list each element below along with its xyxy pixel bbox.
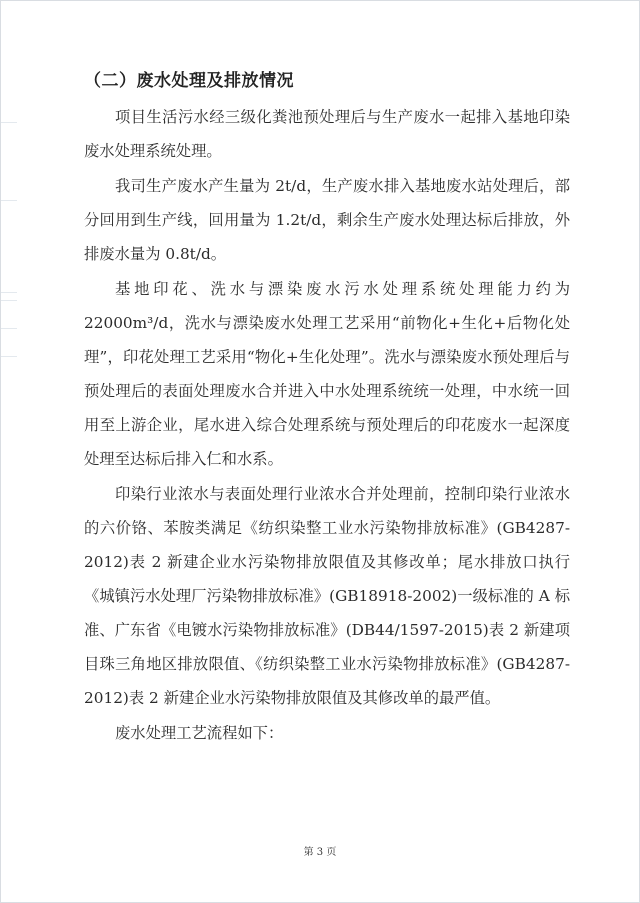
paragraph-process-flow-intro: 废水处理工艺流程如下： <box>115 724 284 742</box>
paragraph-production-wastewater: 我司生产废水产生量为 2t/d，生产废水排入基地废水站处理后，部分回用到生产线，回用量为 1.2t/d，剩余生产废水处理达标后排放，外排废水量为 0.8t/d。 <box>84 177 570 263</box>
scan-edge-mark <box>1 200 17 201</box>
page-number: 第 3 页 <box>303 847 337 858</box>
paragraph-discharge-standards: 印染行业浓水与表面处理行业浓水合并处理前，控制印染行业浓水的六价铬、苯胺类满足《纺织染整工业水污染物排放标准》(GB4287-2012)表 2 新建企业水污染物排放限值及其修改单；尾水排放口执行《城镇污水处理厂污染物排放标准》(GB18918-2002)一级标准的 A 标准、广东省《电镀水污染物排放标准》(DB44/1597-2015)表 2 新建项目珠三角地区排放限值、《纺织染整工业水污染物排放标准》(GB4287-2012)表 2 新建企业水污染物排放限值及其修改单的最严值。 <box>84 485 570 707</box>
scan-edge-mark <box>1 300 17 301</box>
paragraph-domestic-sewage: 项目生活污水经三级化粪池预处理后与生产废水一起排入基地印染废水处理系统处理。 <box>84 108 570 160</box>
scan-edge-mark <box>1 328 17 329</box>
section-heading: （二）废水处理及排放情况 <box>84 71 294 91</box>
scan-edge-mark <box>1 356 17 357</box>
scan-edge-mark <box>1 292 17 293</box>
scan-edge-mark <box>1 122 17 123</box>
body-text <box>84 100 570 751</box>
paragraph-treatment-capacity: 基地印花、洗水与漂染废水污水处理系统处理能力约为 22000m³/d，洗水与漂染废水处理工艺采用“前物化+生化+后物化处理”，印花处理工艺采用“物化+生化处理”。洗水与漂染废水预处理后与预处理后的表面处理废水合并进入中水处理系统统一处理，中水统一回用至上游企业，尾水进入综合处理系统与预处理后的印花废水一起深度处理至达标后排入仁和水系。 <box>84 280 570 468</box>
